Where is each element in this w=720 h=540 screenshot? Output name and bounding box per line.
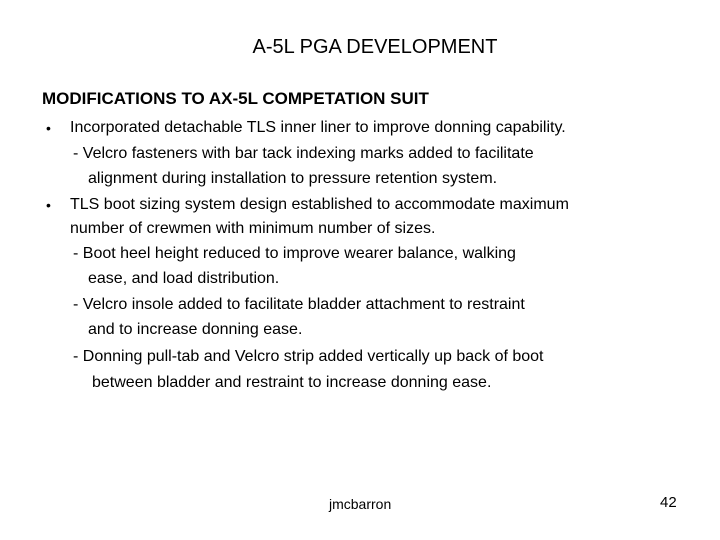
bullet-2-sub-line-1: - Boot heel height reduced to improve wearer balance, walking bbox=[73, 245, 516, 262]
bullet-2-sub-line-2: ease, and load distribution. bbox=[88, 270, 280, 287]
bullet-2-sub-line-6: between bladder and restraint to increase donning ease. bbox=[92, 374, 492, 391]
bullet-dot: • bbox=[46, 197, 51, 213]
bullet-2-line-2: number of crewmen with minimum number of sizes. bbox=[70, 220, 436, 237]
bullet-2-line-1: TLS boot sizing system design established to accommodate maximum bbox=[70, 196, 569, 213]
section-heading: MODIFICATIONS TO AX-5L COMPETATION SUIT bbox=[42, 89, 429, 108]
bullet-1-line-1: Incorporated detachable TLS inner liner to improve donning capability. bbox=[70, 119, 566, 136]
bullet-1-sub-line-2: alignment during installation to pressure retention system. bbox=[88, 170, 498, 187]
bullet-2-sub-line-4: and to increase donning ease. bbox=[88, 321, 303, 338]
slide-title: A-5L PGA DEVELOPMENT bbox=[252, 36, 498, 58]
bullet-2-sub-line-5: - Donning pull-tab and Velcro strip added vertically up back of boot bbox=[73, 348, 544, 365]
bullet-dot: • bbox=[46, 120, 51, 136]
bullet-2-sub-line-3: - Velcro insole added to facilitate bladder attachment to restraint bbox=[73, 296, 525, 313]
footer-author: jmcbarron bbox=[329, 496, 392, 512]
page-number: 42 bbox=[660, 494, 677, 511]
bullet-1-sub-line-1: - Velcro fasteners with bar tack indexing marks added to facilitate bbox=[73, 145, 534, 162]
